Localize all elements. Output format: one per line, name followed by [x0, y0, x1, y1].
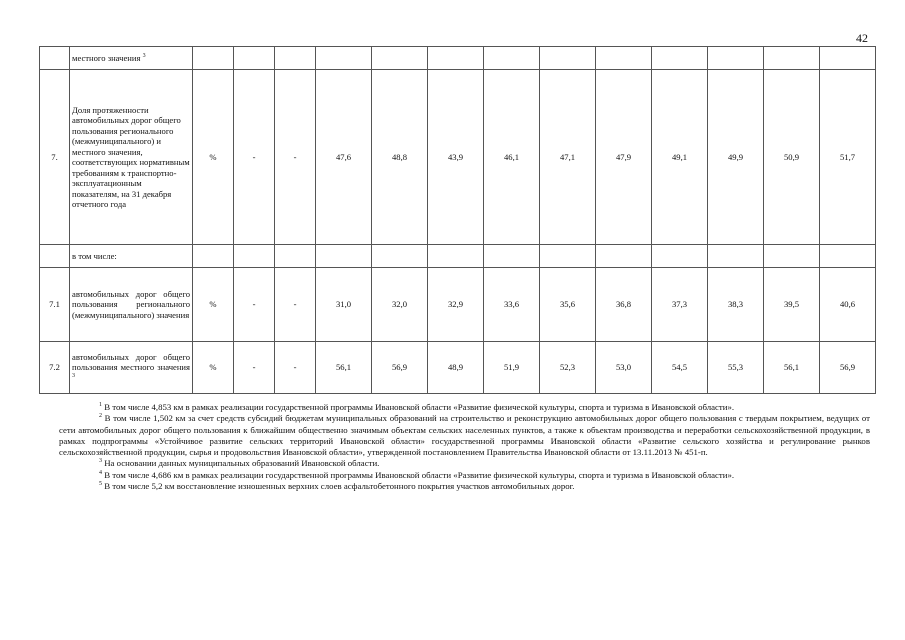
value-cell: 40,6 [820, 268, 876, 342]
value-cell: 35,6 [540, 268, 596, 342]
value-cell: 55,3 [708, 342, 764, 394]
footnote: $^2$ В том числе 1,502 км за счет средств субсидий бюджетам муниципальных образований на строительство и реконструкцию автомобильных дорог общего пользования с твердым покрытием, ведущих от сети автомобильных дорог общего пользования к ближайшим общественно значимым объектам сельских населенных пунктов, а также к объектам производства и переработки сельскохозяйственной продукции, в рамках подпрограммы «Устойчивое развитие сельских территорий Ивановской области» государственной программы Ивановской области «Развитие сельского хозяйства и регулирование рынков сельскохозяйственной продукции, сырья и продовольствия Ивановской области», утвержденной постановлением Правительства Ивановской области от 13.11.2013 № 451-п. [59, 413, 870, 458]
unit-cell: % [193, 342, 234, 394]
footnote: $^1$ В том числе 4,853 км в рамках реализации государственной программы Ивановской области «Развитие физической культуры, спорта и туризма в Ивановской области». [99, 402, 735, 412]
value-cell: 32,9 [428, 268, 484, 342]
value-cell: 46,1 [484, 70, 540, 245]
value-cell: 39,5 [764, 268, 820, 342]
table-row-in-list [40, 245, 876, 268]
value-cell: 33,6 [484, 268, 540, 342]
table-row-7-1 [40, 268, 876, 342]
table-row-7-2 [40, 342, 876, 394]
value-cell: 51,9 [484, 342, 540, 394]
value-cell: 56,1 [316, 342, 372, 394]
dash-cell: - [275, 342, 316, 394]
footnote: $^3$ На основании данных муниципальных образований Ивановской области. [99, 458, 380, 469]
value-cell: 56,9 [820, 342, 876, 394]
row-number: 7.2 [40, 342, 70, 394]
value-cell: 31,0 [316, 268, 372, 342]
value-cell: 49,1 [652, 70, 708, 245]
value-cell: 48,8 [372, 70, 428, 245]
dash-cell: - [234, 268, 275, 342]
value-cell: 36,8 [596, 268, 652, 342]
dash-cell: - [234, 70, 275, 245]
value-cell: 53,0 [596, 342, 652, 394]
value-cell: 48,9 [428, 342, 484, 394]
value-cell: 49,9 [708, 70, 764, 245]
table-row-continuation [40, 47, 876, 70]
value-cell: 56,1 [764, 342, 820, 394]
value-cell: 51,7 [820, 70, 876, 245]
in-list-label: в том числе: [70, 245, 193, 268]
value-cell: 47,9 [596, 70, 652, 245]
dash-cell: - [275, 70, 316, 245]
unit-cell: % [193, 268, 234, 342]
row-number: 7. [40, 70, 70, 245]
row-name-cell: автомобильных дорог общего пользования местного значения $^3$ [70, 342, 193, 394]
value-cell: 50,9 [764, 70, 820, 245]
unit-cell: % [193, 70, 234, 245]
dash-cell: - [275, 268, 316, 342]
value-cell: 32,0 [372, 268, 428, 342]
value-cell: 38,3 [708, 268, 764, 342]
value-cell: 37,3 [652, 268, 708, 342]
value-cell: 47,1 [540, 70, 596, 245]
footnote: $^5$ В том числе 5,2 км восстановление изношенных верхних слоев асфальтобетонного покрытия участков автомобильных дорог. [99, 481, 575, 492]
value-cell: 52,3 [540, 342, 596, 394]
row-name-cell: местного значения $^3$ [70, 47, 193, 70]
value-cell: 54,5 [652, 342, 708, 394]
row-name-cell: Доля протяженности автомобильных дорог общего пользования регионального (межмуниципального) и местного значения, соответствующих нормативным требованиям к транспортно-эксплуатационным показателям, на 31 декабря отчетного года [70, 70, 193, 245]
value-cell: 43,9 [428, 70, 484, 245]
dash-cell: - [234, 342, 275, 394]
footnotes [59, 402, 870, 492]
row-number: 7.1 [40, 268, 70, 342]
value-cell: 56,9 [372, 342, 428, 394]
indicator-table [39, 46, 876, 394]
row-name-cell: автомобильных дорог общего пользования регионального (межмуниципального) значения [70, 268, 193, 342]
table-row-7 [40, 70, 876, 245]
footnote: $^4$ В том числе 4,686 км в рамках реализации государственной программы Ивановской области «Развитие физической культуры, спорта и туризма в Ивановской области». [99, 469, 735, 480]
value-cell: 47,6 [316, 70, 372, 245]
page-number: 42 [856, 31, 868, 45]
